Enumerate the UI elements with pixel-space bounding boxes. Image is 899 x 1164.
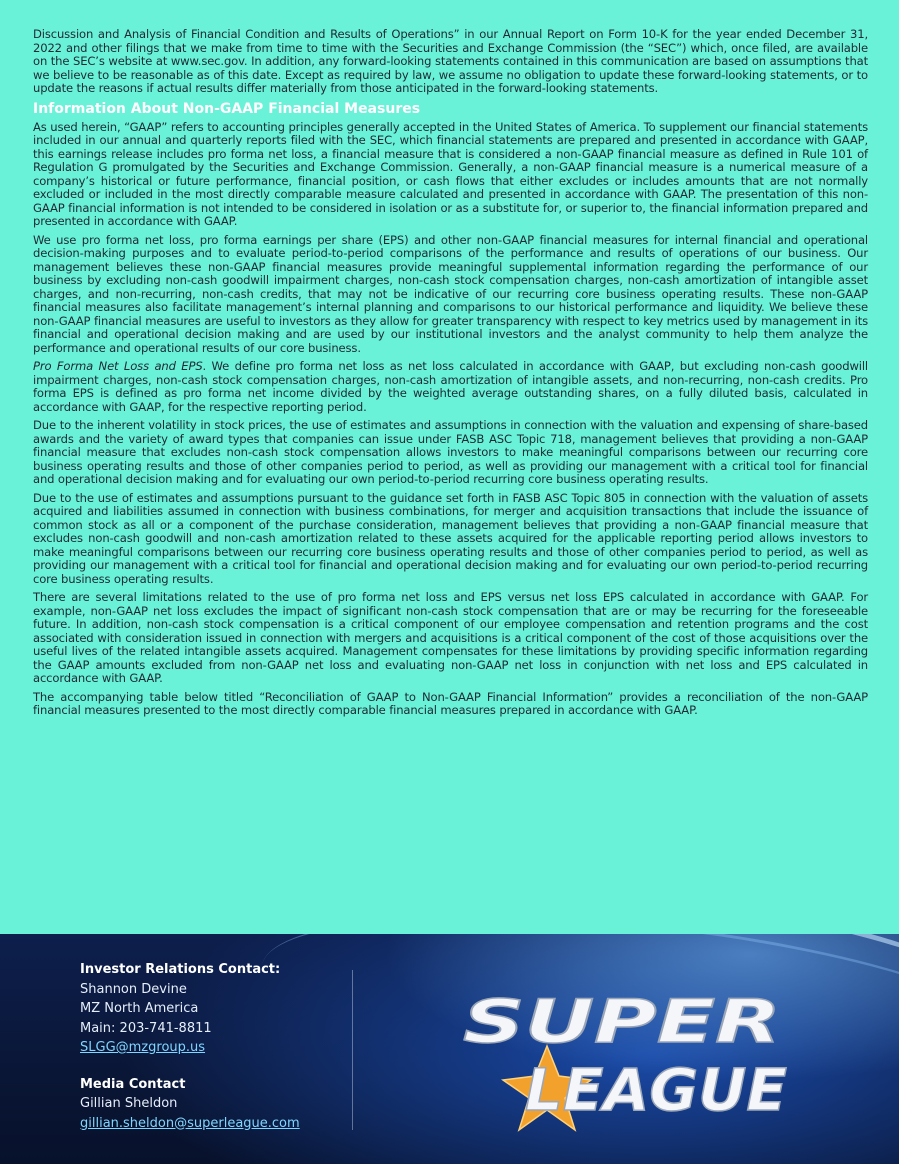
paragraph-limitations: There are several limitations related to the use of pro forma net loss and EPS versus net loss EPS calculated in accordance with GAAP. For example, non-GAAP net loss excludes the impact of significant non-cash stock compensation that are or may be recurring for the foreseeable future. In addition, non-cash stock compensation is a critical component of our employee compensation and retention programs and the cost associated with consideration issued in connection with mergers and acquisitions is a critical component of the cost of those acquisitions over the useful lives of the related intangible assets acquired. Management compensates for these limitations by providing specific information regarding the GAAP amounts excluded from non-GAAP net loss and evaluating non-GAAP net loss in conjunction with net loss and EPS calculated in accordance with GAAP. xyxy=(33,590,868,685)
ir-contact-email-link[interactable]: SLGG@mzgroup.us xyxy=(80,1040,206,1055)
section-heading: Information About Non-GAAP Financial Measures xyxy=(33,100,421,117)
pro-forma-lead: Pro Forma Net Loss and EPS xyxy=(33,359,203,373)
document-body xyxy=(33,28,868,723)
paragraph-stock-compensation: Due to the inherent volatility in stock prices, the use of estimates and assumptions in connection with the valuation and expensing of share-based awards and the variety of award types that companies can issue under FASB ASC Topic 718, management believes that providing a non-GAAP financial measure that excludes non-cash stock compensation allows investors to make meaningful comparisons between our recurring core business operating results and those of other companies period to period, as well as providing our management with a critical tool for financial and operational decision making and for evaluating our own period-to-period recurring core business operating results. xyxy=(33,418,868,486)
logo-word-super: SUPER xyxy=(463,987,781,1057)
media-contact-email-link[interactable]: gillian.sheldon@superleague.com xyxy=(80,1115,300,1131)
intro-paragraph: Discussion and Analysis of Financial Condition and Results of Operations” in our Annual Report on Form 10-K for the year ended December 31, 2022 and other filings that we make from time to time with the Securities and Exchange Commission (the “SEC”) which, once filed, are available on the SEC’s website at www.sec.gov. In addition, any forward-looking statements contained in this communication are based on assumptions that we believe to be reasonable as of this date. Except as required by law, we assume no obligation to update these forward-looking statements, or to update the reasons if actual results differ materially from those anticipated in the forward-looking statements. xyxy=(33,27,868,95)
footer-banner xyxy=(0,934,899,1164)
footer-divider xyxy=(352,970,353,1130)
ir-contact-heading: Investor Relations Contact: xyxy=(80,962,281,977)
media-contact-heading: Media Contact xyxy=(80,1076,186,1092)
ir-contact-company: MZ North America xyxy=(80,1001,199,1016)
paragraph-acquisitions: Due to the use of estimates and assumptions pursuant to the guidance set forth in FASB ASC Topic 805 in connection with the valuation of assets acquired and liabilities assumed in connection with business combinations, for merger and acquisition transactions that include the issuance of common stock as all or a component of the purchase consideration, management believes that providing a non-GAAP financial measure that excludes non-cash goodwill and non-cash amortization related to these assets acquired for the applicable reporting period allows investors to make meaningful comparisons between our recurring core business operating results and those of other companies period to period, as well as providing our management with a critical tool for financial and operational decision making and for evaluating our own period-to-period recurring core business operating results. xyxy=(33,490,868,586)
ir-contact-name: Shannon Devine xyxy=(80,981,187,997)
logo-word-league: LEAGUE xyxy=(525,1056,787,1124)
super-league-logo xyxy=(455,984,795,1134)
media-contact-name: Gillian Sheldon xyxy=(80,1096,178,1111)
paragraph-reconciliation: The accompanying table below titled “Reconciliation of GAAP to Non-GAAP Financial Information” provides a reconciliation of the non-GAAP financial measures presented to the most directly comparable financial measures prepared in accordance with GAAP. xyxy=(33,689,868,717)
paragraph-pro-forma xyxy=(33,360,868,414)
ir-contact-phone: Main: 203-741-8811 xyxy=(80,1020,212,1036)
contact-block xyxy=(80,960,340,1133)
pro-forma-text: . We define pro forma net loss as net loss calculated in accordance with GAAP, but excluding non-cash goodwill impairment charges, non-cash stock compensation charges, non-cash amortization of intangible assets, and non-recurring, non-cash credits. Pro forma EPS is defined as pro forma net income divided by the weighted average outstanding shares, on a fully diluted basis, calculated in accordance with GAAP, for the respective reporting period. xyxy=(33,359,869,414)
paragraph-use-of-measures: We use pro forma net loss, pro forma earnings per share (EPS) and other non-GAAP financial measures for internal financial and operational decision-making purposes and to evaluate period-to-period comparisons of the performance and results of operations of our business. Our management believes these non-GAAP financial measures provide meaningful supplemental information regarding the performance of our business by excluding non-cash goodwill impairment charges, non-cash stock compensation charges, non-cash amortization of intangible asset charges, and non-recurring, non-cash credits, that may not be indicative of our recurring core business operating results. These non-GAAP financial measures also facilitate management’s internal planning and comparisons to our historical performance and liquidity. We believe these non-GAAP financial measures are useful to investors as they allow for greater transparency with respect to key metrics used by management in its financial and operational decision making and are used by our institutional investors and the analyst community to help them analyze the performance and operational results of our core business. xyxy=(33,232,868,355)
paragraph-gaap-definition: As used herein, “GAAP” refers to accounting principles generally accepted in the United States of America. To supplement our financial statements included in our annual and quarterly reports filed with the SEC, which financial statements are prepared and presented in accordance with GAAP, this earnings release includes pro forma net loss, a financial measure that is considered a non-GAAP financial measure as defined in Rule 101 of Regulation G promulgated by the Securities and Exchange Commission. Generally, a non-GAAP financial measure is a numerical measure of a company’s historical or future performance, financial position, or cash flows that either excludes or includes amounts that are not normally excluded or included in the most directly comparable measure calculated and presented in accordance with GAAP. The presentation of this non-GAAP financial information is not intended to be considered in isolation or as a substitute for, or superior to, the financial information prepared and presented in accordance with GAAP. xyxy=(33,119,868,228)
